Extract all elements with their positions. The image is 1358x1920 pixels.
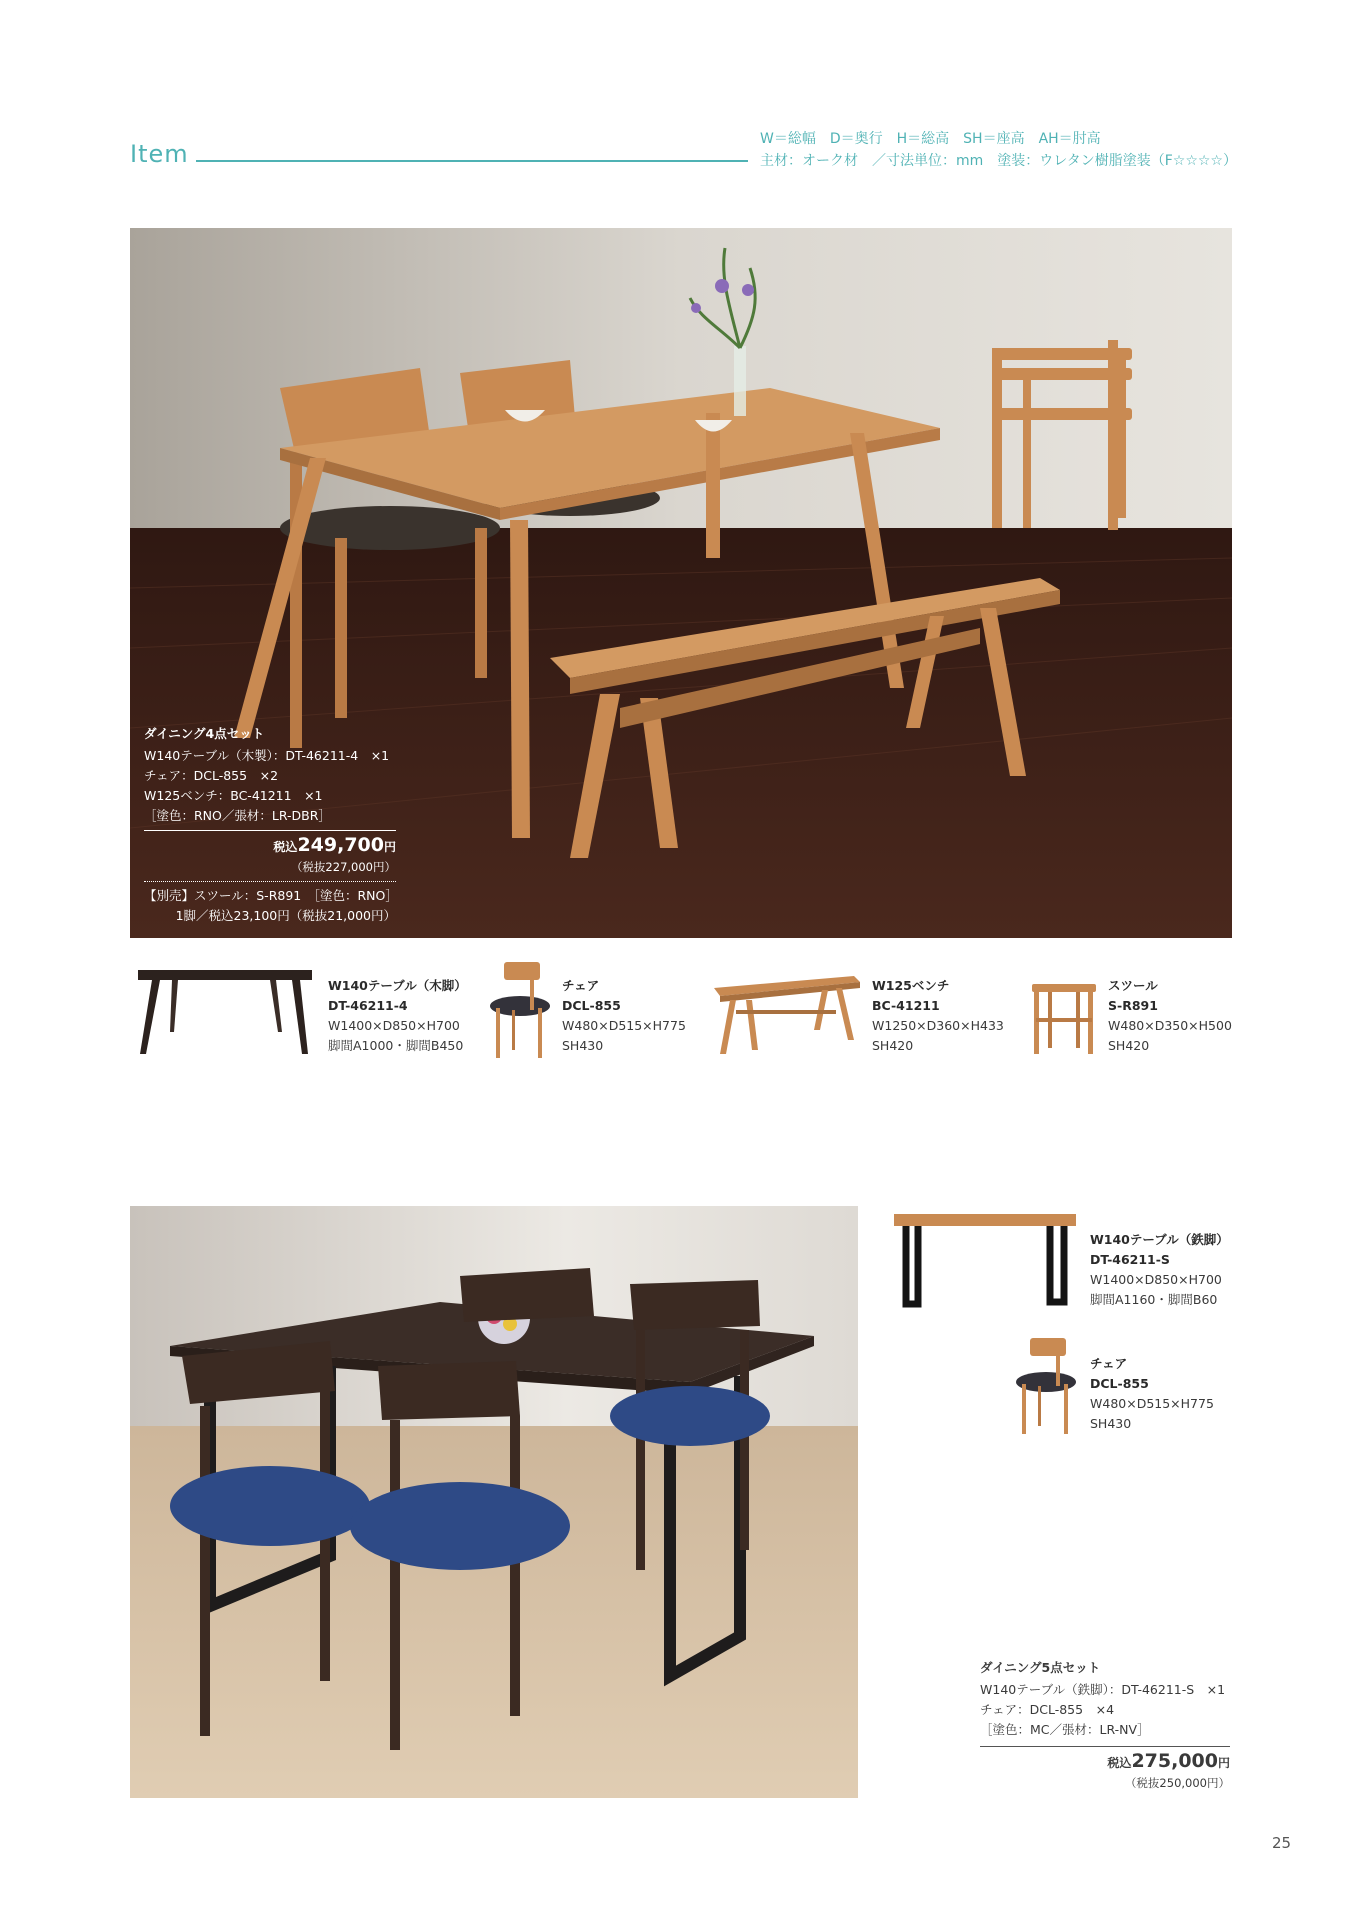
product2-1-name: W140テーブル（鉄脚） (1090, 1232, 1229, 1247)
product-bench (872, 976, 1004, 1056)
product-2-code: DCL-855 (562, 998, 621, 1013)
set1-title: ダイニング4点セット (144, 726, 265, 741)
product-3-extra: SH420 (872, 1038, 914, 1053)
product-2-extra: SH430 (562, 1038, 604, 1053)
set2-line-1: W140テーブル（鉄脚）：DT-46211-S ×1 (980, 1682, 1226, 1697)
product-3-code: BC-41211 (872, 998, 940, 1013)
bench-thumb (712, 970, 862, 1062)
set1-price (144, 835, 396, 857)
set1-line-2: チェア：DCL-855 ×2 (144, 768, 279, 783)
product-stool (1108, 976, 1232, 1056)
legend-line-1: W＝総幅 D＝奥行 H＝総高 SH＝座高 AH＝肘高 (760, 131, 1101, 147)
set1-extra-line-1: 【別売】スツール：S-R891 ［塗色：RNO］ (144, 888, 398, 903)
page-number: 25 (1272, 1834, 1292, 1852)
set2-price-value: 275,000 (1131, 1750, 1218, 1772)
product2-1-code: DT-46211-S (1090, 1252, 1170, 1267)
product2-2-code: DCL-855 (1090, 1376, 1149, 1391)
set2-rule (980, 1746, 1230, 1747)
product-1-name: W140テーブル（木脚） (328, 978, 467, 993)
product-table-wood (328, 976, 467, 1056)
chair-oak-thumb (486, 958, 552, 1066)
set1-rule (144, 830, 396, 831)
product2-2-name: チェア (1090, 1356, 1128, 1371)
set2-line-3: ［塗色：MC／張材：LR-NV］ (980, 1722, 1150, 1737)
set1-line-4: ［塗色：RNO／張材：LR-DBR］ (144, 808, 331, 823)
set1-line-1: W140テーブル（木製）：DT-46211-4 ×1 (144, 748, 390, 763)
product2-2-extra: SH430 (1090, 1416, 1132, 1431)
set1-extra-line-2: 1脚／税込23,100円（税抜21,000円） (175, 908, 396, 923)
product-3-name: W125ベンチ (872, 978, 950, 993)
set2-caption (980, 1658, 1230, 1793)
set2-price-unit: 円 (1217, 1756, 1230, 1770)
product2-1-extra: 脚間A1160・脚間B60 (1090, 1292, 1218, 1307)
set2-price-ex-tax: （税抜250,000円） (1124, 1776, 1230, 1790)
product-2-name: チェア (562, 978, 600, 993)
product-4-dims: W480×D350×H500 (1108, 1018, 1232, 1033)
set1-caption (144, 724, 396, 926)
set1-line-3: W125ベンチ：BC-41211 ×1 (144, 788, 323, 803)
stool-thumb (1028, 978, 1100, 1062)
set2-title: ダイニング5点セット (980, 1660, 1101, 1675)
product2-2-dims: W480×D515×H775 (1090, 1396, 1214, 1411)
section-title: Item (130, 140, 189, 168)
product-1-extra: 脚間A1000・脚間B450 (328, 1038, 464, 1053)
product-4-code: S-R891 (1108, 998, 1158, 1013)
legend-line-2: 主材：オーク材 ／寸法単位：mm 塗装：ウレタン樹脂塗装（F☆☆☆☆） (760, 153, 1237, 169)
set2-line-2: チェア：DCL-855 ×4 (980, 1702, 1115, 1717)
set1-price-label: 税込 (273, 840, 298, 854)
set2-price (980, 1751, 1230, 1773)
dimension-legend (760, 128, 1237, 172)
product-3-dims: W1250×D360×H433 (872, 1018, 1004, 1033)
set1-price-value: 249,700 (297, 834, 384, 856)
header-rule (196, 160, 748, 162)
product-chair (562, 976, 686, 1056)
product-table-iron (1090, 1230, 1229, 1310)
dining-set-5-photo (130, 1206, 858, 1798)
table-wood-legs-thumb (130, 962, 320, 1062)
product-4-extra: SH420 (1108, 1038, 1150, 1053)
product-1-code: DT-46211-4 (328, 998, 408, 1013)
product-1-dims: W1400×D850×H700 (328, 1018, 460, 1033)
chair-oak-thumb-2 (1012, 1334, 1078, 1442)
table-iron-legs-thumb (890, 1206, 1080, 1322)
set2-price-label: 税込 (1107, 1756, 1132, 1770)
product2-1-dims: W1400×D850×H700 (1090, 1272, 1222, 1287)
product-2-dims: W480×D515×H775 (562, 1018, 686, 1033)
set1-dotted-rule (144, 881, 396, 882)
product-chair-2 (1090, 1354, 1214, 1434)
set1-price-unit: 円 (383, 840, 396, 854)
product-4-name: スツール (1108, 978, 1158, 993)
set1-price-ex-tax: （税抜227,000円） (290, 860, 396, 874)
